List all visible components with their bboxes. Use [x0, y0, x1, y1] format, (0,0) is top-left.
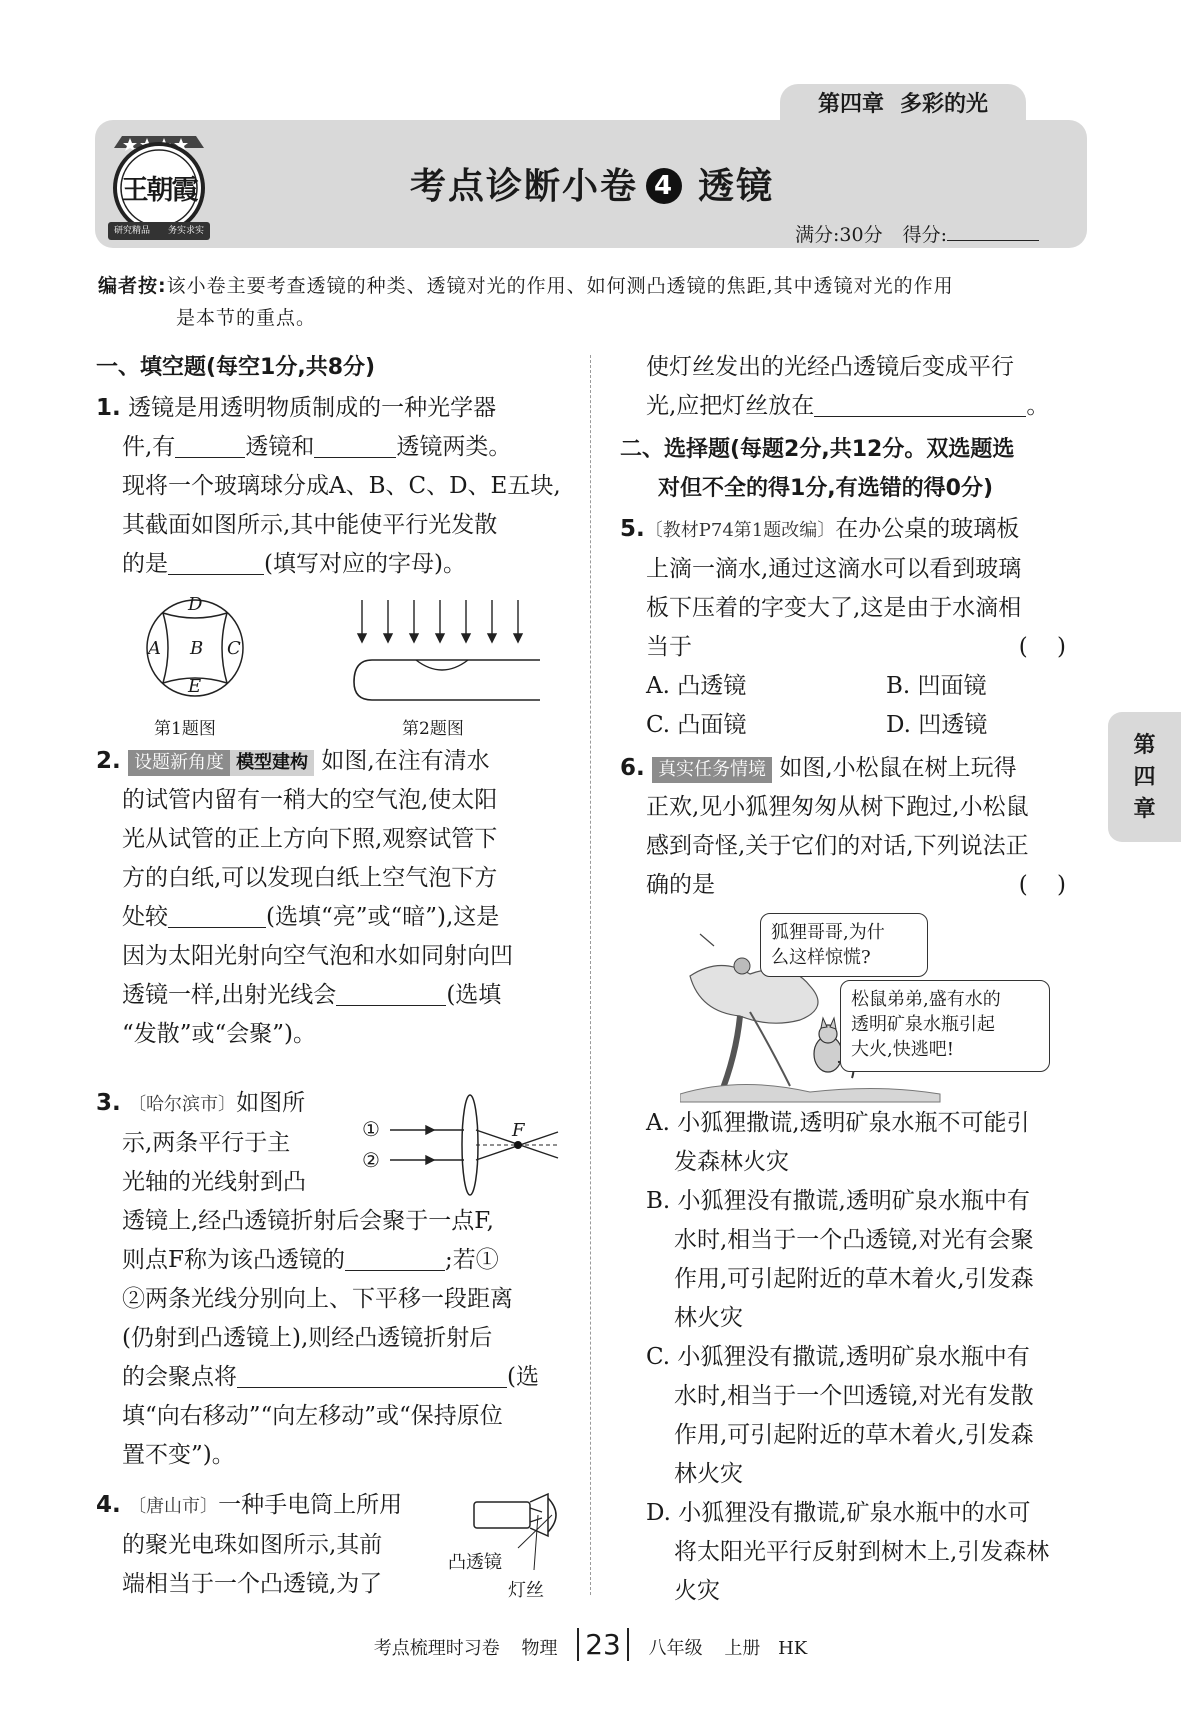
q2-number: 2. [96, 748, 121, 774]
score-blank[interactable] [947, 222, 1039, 241]
q5-answer-paren[interactable]: ( ) [1018, 634, 1066, 660]
fig3-focus-label: F [512, 1120, 525, 1141]
figure-2-test-tube [350, 596, 546, 708]
q6-option-a-line: A. 小狐狸撒谎,透明矿泉水瓶不可能引 [646, 1110, 1030, 1136]
logo-text: 王朝霞 [121, 175, 197, 206]
q1-line: 件,有 [122, 434, 176, 460]
page-title [410, 158, 970, 209]
fig4-lens-label: 凸透镜 [448, 1552, 502, 1573]
q1-blank-2[interactable] [314, 431, 396, 458]
title-prefix: 考点诊断小卷 [410, 166, 639, 207]
q2-line: 因为太阳光射向空气泡和水如同射向凹 [122, 943, 513, 969]
footer-edition: HK [778, 1638, 808, 1659]
q6-option-a-line: 发森林火灾 [674, 1149, 789, 1175]
logo-sub-right: 务实求实 [167, 226, 204, 236]
q6-option-b-line: 水时,相当于一个凸透镜,对光有会聚 [674, 1227, 1034, 1253]
q6-option-d-line: 火灾 [674, 1578, 720, 1604]
figure-1-caption: 第1题图 [154, 719, 216, 739]
q4-blank[interactable] [814, 390, 1026, 417]
editor-note-line1: 该小卷主要考查透镜的种类、透镜对光的作用、如何测凸透镜的焦距,其中透镜对光的作用 [166, 275, 954, 297]
editor-note-line2: 是本节的重点。 [176, 307, 317, 329]
figure-2-caption: 第2题图 [402, 719, 464, 739]
fig3-ray-1: ① [362, 1117, 380, 1141]
section-2-title-cont: 对但不全的得1分,有选错的得0分) [658, 476, 994, 501]
q6-line: 正欢,见小狐狸匆匆从树下跑过,小松鼠 [646, 794, 1029, 820]
q1-line: 现将一个玻璃球分成A、B、C、D、E五块, [122, 473, 561, 499]
column-divider [590, 355, 591, 1595]
q3-line: ;若① [444, 1247, 499, 1273]
fig1-label-c: C [227, 638, 241, 659]
q1-line: 其截面如图所示,其中能使平行光发散 [122, 512, 498, 538]
question-6 [620, 749, 1090, 905]
speech-bubble-fox [840, 980, 1050, 1072]
q3-line: 则点F称为该凸透镜的 [122, 1247, 345, 1273]
q4-number: 4. [96, 1492, 121, 1518]
q2-line: 处较 [122, 904, 168, 930]
q2-line: 透镜一样,出射光线会 [122, 982, 337, 1008]
fig4-filament-label: 灯丝 [508, 1580, 544, 1601]
bubble-squirrel-line: 狐狸哥哥,为什 [771, 922, 885, 943]
q3-line: 透镜上,经凸透镜折射后会聚于一点F, [122, 1208, 494, 1234]
q4-line: 端相当于一个凸透镜,为了 [122, 1571, 383, 1597]
q5-option-a[interactable]: A. 凸透镜 [646, 673, 747, 699]
q6-option-c[interactable] [646, 1338, 1096, 1494]
q6-answer-paren[interactable]: ( ) [1018, 872, 1066, 898]
q6-option-b[interactable] [646, 1182, 1096, 1338]
section-1-title: 一、填空题(每空1分,共8分) [96, 355, 376, 380]
q2-line: “发散”或“会聚”)。 [122, 1021, 317, 1047]
editor-note-label: 编者按: [98, 275, 167, 297]
q5-line: 上滴一滴水,通过这滴水可以看到玻璃 [646, 556, 1022, 582]
q2-blank-2[interactable] [336, 979, 446, 1006]
q6-option-b-line: 作用,可引起附近的草木着火,引发森 [674, 1266, 1034, 1292]
score-label: 得分: [902, 224, 948, 246]
score-line [795, 220, 1039, 247]
q2-line: (选填 [446, 982, 502, 1008]
section-2-title: 二、选择题(每题2分,共12分。双选题选 [620, 437, 1015, 462]
q6-number: 6. [620, 755, 645, 781]
q1-line: 透镜两类。 [396, 434, 512, 460]
full-score: 满分:30分 [795, 224, 883, 246]
q1-number: 1. [96, 395, 121, 421]
q4-source: 〔唐山市〕 [128, 1496, 219, 1517]
q3-line: 光轴的光线射到凸 [122, 1169, 306, 1195]
q1-line: 的是 [122, 551, 168, 577]
q6-option-c-line: 林火灾 [674, 1461, 743, 1487]
q2-line: 方的白纸,可以发现白纸上空气泡下方 [122, 865, 498, 891]
chapter-side-tab [1108, 712, 1181, 842]
logo-sub-left: 研究精品 [113, 226, 150, 236]
q3-line: ②两条光线分别向上、下平移一段距离 [122, 1286, 513, 1312]
chapter-tab [780, 84, 1026, 124]
tag-real-task: 真实任务情境 [652, 757, 772, 783]
q4-line: 光,应把灯丝放在 [646, 393, 815, 419]
fig1-label-e: E [188, 676, 202, 697]
q6-options [646, 1104, 1096, 1611]
q6-option-c-line: 作用,可引起附近的草木着火,引发森 [674, 1422, 1034, 1448]
q1-line: 透镜和 [245, 434, 315, 460]
q1-line: (填写对应的字母)。 [264, 551, 466, 577]
question-5 [620, 510, 1090, 745]
q3-line: 示,两条平行于主 [122, 1130, 291, 1156]
q6-option-d[interactable] [646, 1494, 1096, 1611]
footer-grade: 八年级 [648, 1638, 703, 1659]
editor-note [98, 270, 1088, 334]
q6-line: 如图,小松鼠在树上玩得 [779, 755, 1017, 781]
side-tab-char: 第 [1133, 733, 1156, 758]
q6-line: 确的是 [646, 872, 715, 898]
footer-volume: 上册 [724, 1638, 761, 1659]
fig3-ray-2: ② [362, 1148, 380, 1172]
q5-number: 5. [620, 516, 645, 542]
fig1-label-a: A [148, 638, 161, 659]
q3-blank-1[interactable] [345, 1244, 445, 1271]
q6-option-d-line: D. 小狐狸没有撒谎,矿泉水瓶中的水可 [646, 1500, 1031, 1526]
q2-line: 光从试管的正上方向下照,观察试管下 [122, 826, 498, 852]
question-2 [96, 742, 566, 1054]
q5-line: 在办公桌的玻璃板 [835, 516, 1020, 542]
q3-number: 3. [96, 1090, 121, 1116]
q6-option-c-line: 水时,相当于一个凹透镜,对光有发散 [674, 1383, 1034, 1409]
bubble-fox-line: 透明矿泉水瓶引起 [851, 1014, 995, 1035]
q6-option-d-line: 将太阳光平行反射到树木上,引发森林 [674, 1539, 1050, 1565]
left-column [96, 348, 566, 584]
question-1 [96, 389, 566, 584]
chapter-title: 多彩的光 [900, 92, 989, 117]
q2-line: 如图,在注有清水 [321, 748, 490, 774]
tag-model-building: 模型建构 [230, 750, 314, 776]
footer-series: 考点梳理时习卷 [373, 1638, 500, 1659]
bubble-fox-line: 大火,快逃吧! [851, 1039, 954, 1060]
q2-line: 的试管内留有一稍大的空气泡,使太阳 [122, 787, 498, 813]
q5-option-d[interactable]: D. 凹透镜 [886, 712, 988, 738]
bubble-squirrel-line: 么这样惊慌? [771, 947, 871, 968]
q3-line: 如图所 [236, 1090, 306, 1116]
q5-source: 〔教材P74第1题改编〕 [644, 520, 836, 541]
title-number: 4 [646, 168, 682, 204]
q6-option-b-line: 林火灾 [674, 1305, 743, 1331]
q3-line: 置不变”)。 [122, 1442, 235, 1468]
page-number: 23 [577, 1628, 629, 1661]
side-tab-char: 章 [1133, 797, 1156, 822]
q3-line: (选 [507, 1364, 539, 1390]
q5-option-b[interactable]: B. 凹面镜 [886, 673, 987, 699]
figure-3-convex-lens [360, 1090, 560, 1200]
q4-line: 一种手电筒上所用 [218, 1492, 403, 1518]
q4-line: 使灯丝发出的光经凸透镜后变成平行 [646, 354, 1014, 380]
q3-line: 填“向右移动”“向左移动”或“保持原位 [122, 1403, 503, 1429]
q3-blank-2[interactable] [237, 1361, 507, 1388]
footer-subject: 物理 [521, 1638, 558, 1659]
fig1-label-b: B [190, 638, 204, 659]
q2-line: (选填“亮”或“暗”),这是 [266, 904, 500, 930]
q6-option-c-line: C. 小狐狸没有撒谎,透明矿泉水瓶中有 [646, 1344, 1030, 1370]
bubble-fox-line: 松鼠弟弟,盛有水的 [851, 989, 1001, 1010]
fig1-label-d: D [188, 594, 203, 615]
q5-option-c[interactable]: C. 凸面镜 [646, 712, 747, 738]
right-column [620, 348, 1090, 905]
q1-blank-1[interactable] [175, 431, 245, 458]
q4-line: 的聚光电珠如图所示,其前 [122, 1532, 383, 1558]
side-tab-char: 四 [1133, 765, 1156, 790]
q6-option-b-line: B. 小狐狸没有撒谎,透明矿泉水瓶中有 [646, 1188, 1030, 1214]
q1-line: 透镜是用透明物质制成的一种光学器 [128, 395, 497, 421]
q5-line: 板下压着的字变大了,这是由于水滴相 [646, 595, 1022, 621]
q2-blank-1[interactable] [168, 901, 266, 928]
q6-option-a[interactable] [646, 1104, 1096, 1182]
q1-blank-3[interactable] [168, 548, 264, 575]
q5-line: 当于 [646, 634, 692, 660]
speech-bubble-squirrel [760, 913, 928, 977]
q6-line: 感到奇怪,关于它们的对话,下列说法正 [646, 833, 1029, 859]
q4-line: 。 [1026, 393, 1050, 419]
chapter-number: 第四章 [817, 92, 884, 117]
tag-new-angle: 设题新角度 [128, 750, 230, 776]
title-topic: 透镜 [698, 166, 775, 207]
q3-line: 的会聚点将 [122, 1364, 237, 1390]
page-footer [0, 1628, 1181, 1661]
q3-source: 〔哈尔滨市〕 [128, 1094, 237, 1115]
q3-line: (仍射到凸透镜上),则经凸透镜折射后 [122, 1325, 493, 1351]
